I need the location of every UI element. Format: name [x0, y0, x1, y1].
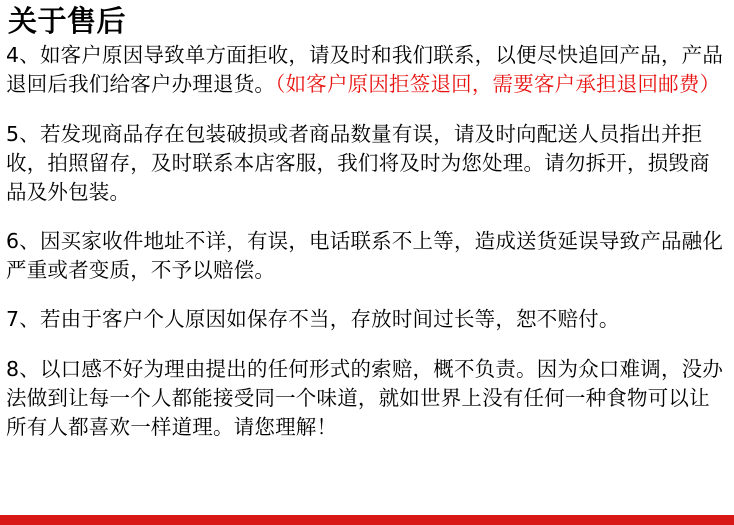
paragraph-item-7: [6, 305, 726, 334]
page-title: 关于售后: [8, 4, 127, 38]
paragraph-item-8: [6, 355, 726, 442]
paragraph-text: 5、若发现商品存在包装破损或者商品数量有误，请及时向配送人员指出并拒收，拍照留存，及时联系本店客服，我们将及时为您处理。请勿拆开，损毁商品及外包装。: [6, 121, 710, 204]
paragraph-text: 4、如客户原因导致单方面拒收，请及时和我们联系，以便尽快追回产品，产品退回后我们给客户办理退货。: [6, 43, 724, 97]
paragraph-highlight: （如客户原因拒签退回，需要客户承担退回邮费）: [275, 72, 721, 97]
paragraph-item-5: [6, 120, 726, 207]
paragraph-text: 8、以口感不好为理由提出的任何形式的索赔，概不负责。因为众口难调，没办法做到让每一个人都能接受同一个味道，就如世界上没有任何一种食物可以让所有人都喜欢一样道理。请您理解！: [6, 357, 724, 440]
paragraph-text: 6、因买家收件地址不详，有误，电话联系不上等，造成送货延误导致产品融化严重或者变质，不予以赔偿。: [6, 228, 724, 282]
paragraph-item-6: [6, 227, 726, 285]
bottom-accent-bar: [0, 515, 734, 525]
paragraph-text: 7、若由于客户个人原因如保存不当，存放时间过长等，恕不赔付。: [6, 307, 620, 332]
paragraph-item-4: [6, 41, 726, 99]
